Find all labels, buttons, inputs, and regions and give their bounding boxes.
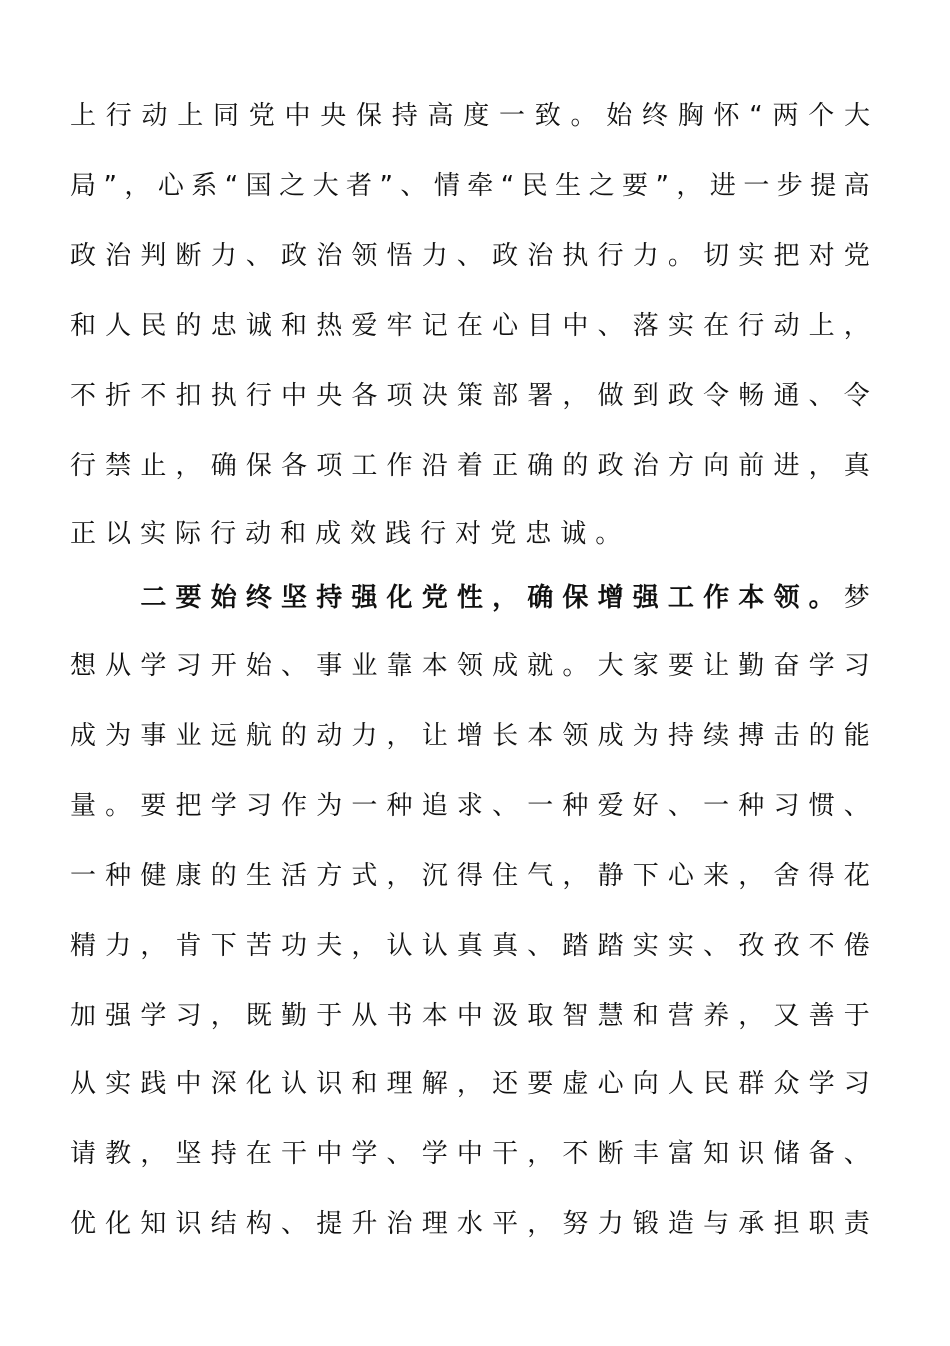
text-line: 加 强 学 习 ， 既 勤 于 从 书 本 中 汲 取 智 慧 和 营 养 ， 又 善 于 [70,1001,870,1031]
text-line: 请 教 ， 坚 持 在 干 中 学 、 学 中 干 ， 不 断 丰 富 知 识 储 备 、 [70,1139,870,1169]
text-line: 从 实 践 中 深 化 认 识 和 理 解 ， 还 要 虚 心 向 人 民 群 众 学 习 [70,1069,870,1099]
text-line: 成 为 事 业 远 航 的 动 力 ， 让 增 长 本 领 成 为 持 续 搏 击 的 能 [70,721,870,751]
text-line: 一 种 健 康 的 生 活 方 式 ， 沉 得 住 气 ， 静 下 心 来 ， 舍 得 花 [70,861,870,891]
text-line: 局 ” ， 心 系 “ 国 之 大 者 ” 、 情 牵 “ 民 生 之 要 ” ， 进 一 步 提 高 [70,171,870,201]
text-line: 量 。 要 把 学 习 作 为 一 种 追 求 、 一 种 爱 好 、 一 种 习 惯 、 [70,791,870,821]
text-line: 上 行 动 上 同 党 中 央 保 持 高 度 一 致 。 始 终 胸 怀 “ 两 个 大 [70,101,870,131]
text-line: 和 人 民 的 忠 诚 和 热 爱 牢 记 在 心 目 中 、 落 实 在 行 动 上 ， [70,311,870,341]
text-line: 正 以 实 际 行 动 和 成 效 践 行 对 党 忠 诚 。 [70,519,622,549]
text-line: 行 禁 止 ， 确 保 各 项 工 作 沿 着 正 确 的 政 治 方 向 前 进 ， 真 [70,451,870,481]
section-heading-line: 二 要 始 终 坚 持 强 化 党 性 ， 确 保 增 强 工 作 本 领 。 梦 [140,583,870,613]
text-line: 政 治 判 断 力 、 政 治 领 悟 力 、 政 治 执 行 力 。 切 实 把 对 党 [70,241,870,271]
text-line: 不 折 不 扣 执 行 中 央 各 项 决 策 部 署 ， 做 到 政 令 畅 通 、 令 [70,381,870,411]
text-line: 优 化 知 识 结 构 、 提 升 治 理 水 平 ， 努 力 锻 造 与 承 担 职 责 [70,1209,870,1239]
text-line: 精 力 ， 肯 下 苦 功 夫 ， 认 认 真 真 、 踏 踏 实 实 、 孜 孜 不 倦 [70,931,870,961]
text-line: 想 从 学 习 开 始 、 事 业 靠 本 领 成 就 。 大 家 要 让 勤 奋 学 习 [70,651,870,681]
